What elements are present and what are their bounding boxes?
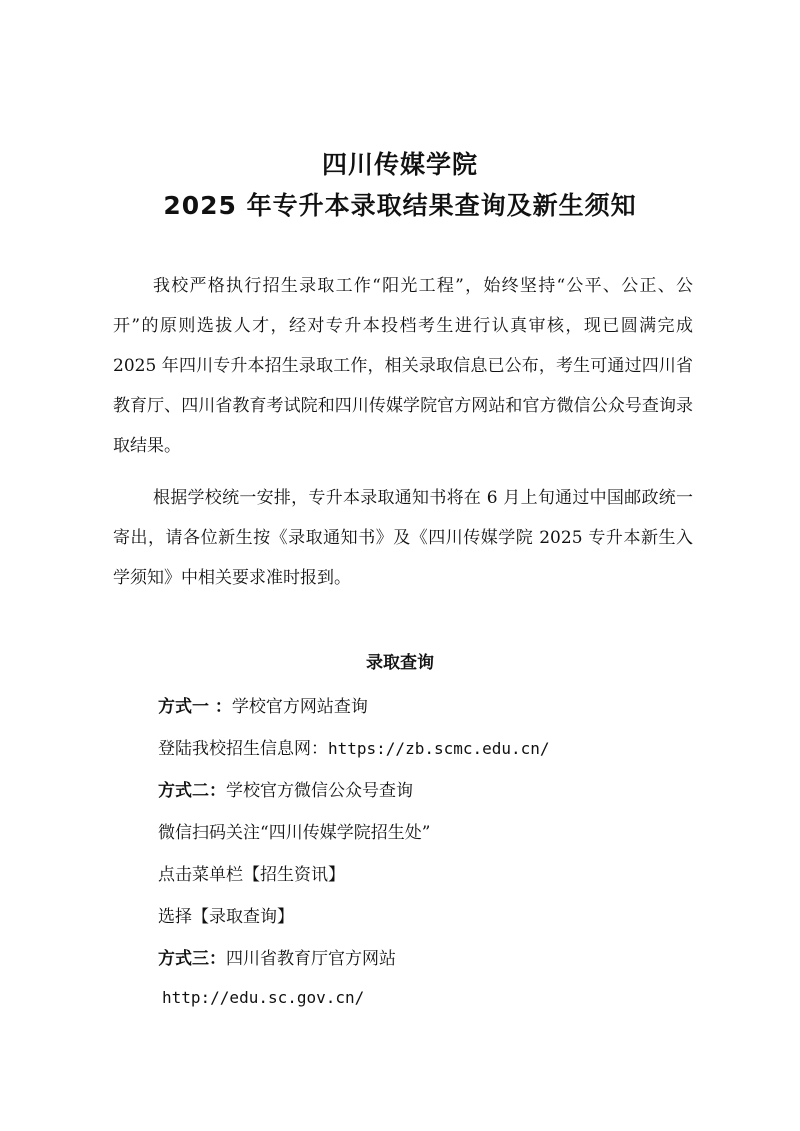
method1-line <box>158 692 368 717</box>
notice-paragraph: 根据学校统一安排，专升本录取通知书将在 6 月上旬通过中国邮政统一寄出，请各位新生按《录取通知书》及《四川传媒学院 2025 专升本新生入学须知》中相关要求准时报到。 <box>113 488 693 588</box>
method1-detail-line <box>158 734 550 759</box>
method3-label: 方式三： <box>158 949 226 969</box>
method2-step-menu: 点击菜单栏【招生资讯】 <box>158 865 345 885</box>
intro-paragraph: 我校严格执行招生录取工作“阳光工程”，始终坚持“公平、公正、公开”的原则选拔人才，经对专升本投档考生进行认真审核，现已圆满完成 2025 年四川专升本招生录取工作，相关录取信息已公布，考生可通过四川省教育厅、四川省教育考试院和四川传媒学院官方网站和官方微信公众号查询录取结果。 <box>113 276 693 456</box>
method1-label: 方式一 ： <box>158 697 232 717</box>
method2-step-select: 选择【录取查询】 <box>158 907 294 927</box>
school-admission-url-link[interactable]: https://zb.scmc.edu.cn/ <box>328 739 550 758</box>
method2-line <box>158 776 413 801</box>
document-title-school: 四川传媒学院 <box>321 150 478 179</box>
method3-text: 四川省教育厅官方网站 <box>226 949 396 969</box>
education-department-url-link[interactable]: http://edu.sc.gov.cn/ <box>162 988 365 1007</box>
section-title-admission-query: 录取查询 <box>366 653 434 673</box>
method1-text: 学校官方网站查询 <box>231 697 368 717</box>
method3-line <box>158 944 396 969</box>
method2-text: 学校官方微信公众号查询 <box>226 781 413 801</box>
document-title-subject: 2025 年专升本录取结果查询及新生须知 <box>163 191 637 220</box>
method2-label: 方式二： <box>158 781 226 801</box>
method1-detail-prefix: 登陆我校招生信息网： <box>158 739 328 759</box>
method2-step-follow: 微信扫码关注“四川传媒学院招生处” <box>158 823 431 843</box>
